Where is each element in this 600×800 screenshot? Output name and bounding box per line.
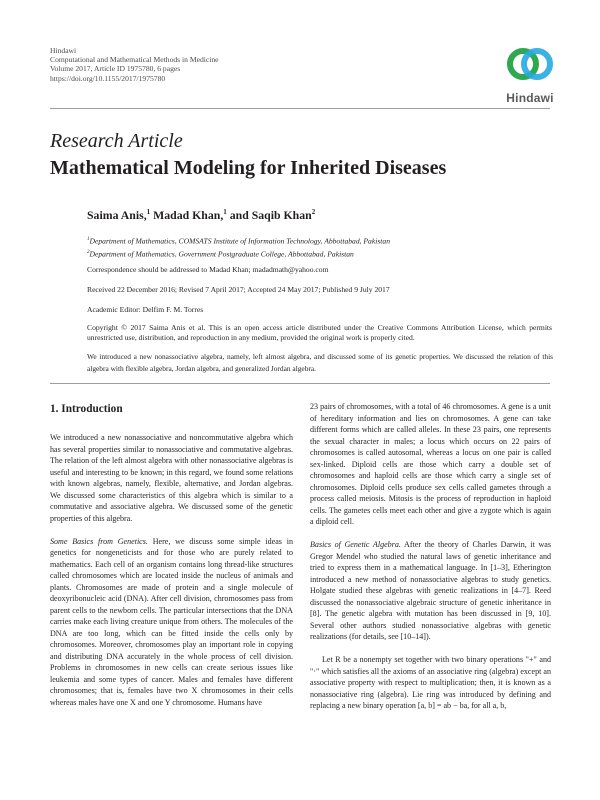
author-affiliation-mark: 1 xyxy=(146,208,151,217)
author-name: Saima Anis, xyxy=(87,208,147,222)
paragraph xyxy=(50,536,293,709)
affiliation xyxy=(87,248,552,260)
affiliation-mark: 2 xyxy=(87,250,90,255)
correspondence: Correspondence should be addressed to Madad Khan; madadmath@yahoo.com xyxy=(87,265,329,274)
paragraph xyxy=(310,539,551,643)
abstract: We introduced a new nonassociative algebra, namely, left almost algebra, and discussed some of its genetic properties. We discussed the relation of this algebra with flexible algebra, Jordan algebra, and generalized Jordan algebra. xyxy=(87,352,553,373)
article-type: Research Article xyxy=(50,130,183,152)
publication-dates: Received 22 December 2016; Revised 7 April 2017; Accepted 24 May 2017; Published 9 July 2017 xyxy=(87,285,390,294)
paragraph-text: After the theory of Charles Darwin, it was Gregor Mendel who studied the natural laws of genetic inheritance and tried to express them in a mathematical language. In [1–3], Etherington introduced a new method of nonassociative algebras to study genetics. Holgate studied these algebras with genetic realizations in [4–7]. Reed discussed the nonassociative algebraic structure of genetic inheritance in [8]. The genetic algebra with mutation has been discussed in [9, 10]. Several other authors studied nonassociative algebras with genetic realizations (for details, see [10–14]). xyxy=(310,540,551,641)
affiliation xyxy=(87,235,552,247)
author-name: and Saqib Khan xyxy=(226,208,312,222)
journal-name: Computational and Mathematical Methods in Medicine xyxy=(50,55,219,65)
affiliation-text: Department of Mathematics, COMSATS Institute of Information Technology, Abbottabad, Pakistan xyxy=(89,236,390,246)
abstract-divider xyxy=(50,383,550,384)
right-column xyxy=(310,401,551,712)
hindawi-logo xyxy=(500,40,560,106)
author-affiliation-mark: 1 xyxy=(223,208,227,217)
academic-editor: Academic Editor: Delfim F. M. Torres xyxy=(87,305,204,314)
author-name: Madad Khan, xyxy=(150,208,224,222)
copyright-notice: Copyright © 2017 Saima Anis et al. This is an open access article distributed under the Creative Commons Attribution License, which permits unrestricted use, distribution, and reproduction in any medium, provided the original work is properly cited. xyxy=(87,323,552,342)
journal-info xyxy=(50,46,310,83)
author-list xyxy=(87,208,315,223)
paragraph: Let R be a nonempty set together with two binary operations "+" and "·" which satisfies all the axioms of an associative ring (algebra) except an associative property with respect to multiplication; then, it is known as a nonassociative ring (algebra). Lie ring was introduced by defining and replacing a new binary operation [a, b] = ab − ba, for all a, b, xyxy=(310,655,551,710)
paragraph-text: Here, we discuss some simple ideas in genetics for nongeneticists and for those who are purely related to mathematics. Each cell of an organism contains long thread-like structures called chromosomes which are located inside the nucleus of animals and plants. Chromosomes are made of protein and a single molecule of deoxyribonucleic acid (DNA). After cell division, chromosomes pass from parent cells to the newborn cells. The particular intersections that the DNA carries make each living creature unique from others. The molecules of the DNA are too long, which can be fitted inside the cells only by chromosomes. Moreover, chromosomes play an important role in copying and distributing DNA accurately in the whole process of cell division. Problems in chromosomes in new cells can create serious issues like leukemia and some types of cancer. Males and females have different chromosomes; that is, females have two X chromosomes in their cells whereas males have one X and one Y chromosome. Humans have xyxy=(50,536,293,707)
header-divider xyxy=(50,108,550,109)
affiliation-mark: 1 xyxy=(87,237,90,242)
left-column xyxy=(50,432,293,708)
hindawi-logo-mark xyxy=(500,40,560,90)
journal-doi[interactable]: https://doi.org/10.1155/2017/1975780 xyxy=(50,73,166,83)
author-affiliation-mark: 2 xyxy=(311,208,316,217)
section-heading: 1. Introduction xyxy=(50,403,123,415)
article-title: Mathematical Modeling for Inherited Diseases xyxy=(50,157,447,179)
journal-publisher: Hindawi xyxy=(50,46,77,55)
affiliation-text: Department of Mathematics, Government Postgraduate College, Abbottabad, Pakistan xyxy=(89,249,354,259)
journal-volume: Volume 2017, Article ID 1975780, 6 pages xyxy=(50,64,181,74)
hindawi-logo-text: Hindawi xyxy=(506,91,554,105)
paragraph: We introduced a new nonassociative and noncommutative algebra which has several properties similar to nonassociative and commutative algebras. The relation of the left almost algebra with other nonassociative algebras is useful and interesting to be known; in this regard, we found some relations with known algebras, namely, flexible, alternative, and Jordan algebras. We discussed some characteristics of this algebra which is similar to a commutative and associative algebra. We discussed some of the genetic properties of this algebra. xyxy=(50,433,293,523)
paragraph-runin-heading: Basics of Genetic Algebra. xyxy=(310,540,401,549)
paragraph: 23 pairs of chromosomes, with a total of 46 chromosomes. A gene is a unit of hereditary information and lies on chromosomes. A gene can take different forms which are called alleles. In these 23 pairs, one represents the sexual character in males; a locus which occurs on 22 pairs of chromosomes is called autosomal, whereas a locus on one pair is called sex-linked. Diploid cells are those which carry a double set of chromosomes and haploid cells are those which carry a single set of chromosomes. Diploid cells produce sex cells called gametes through a process called meiosis. Mitosis is the process of reproduction in haploid cells. The gametes cells meet each other and give a zygote which is again a diploid cell. xyxy=(310,402,551,526)
paragraph-runin-heading: Some Basics from Genetics. xyxy=(50,536,148,546)
